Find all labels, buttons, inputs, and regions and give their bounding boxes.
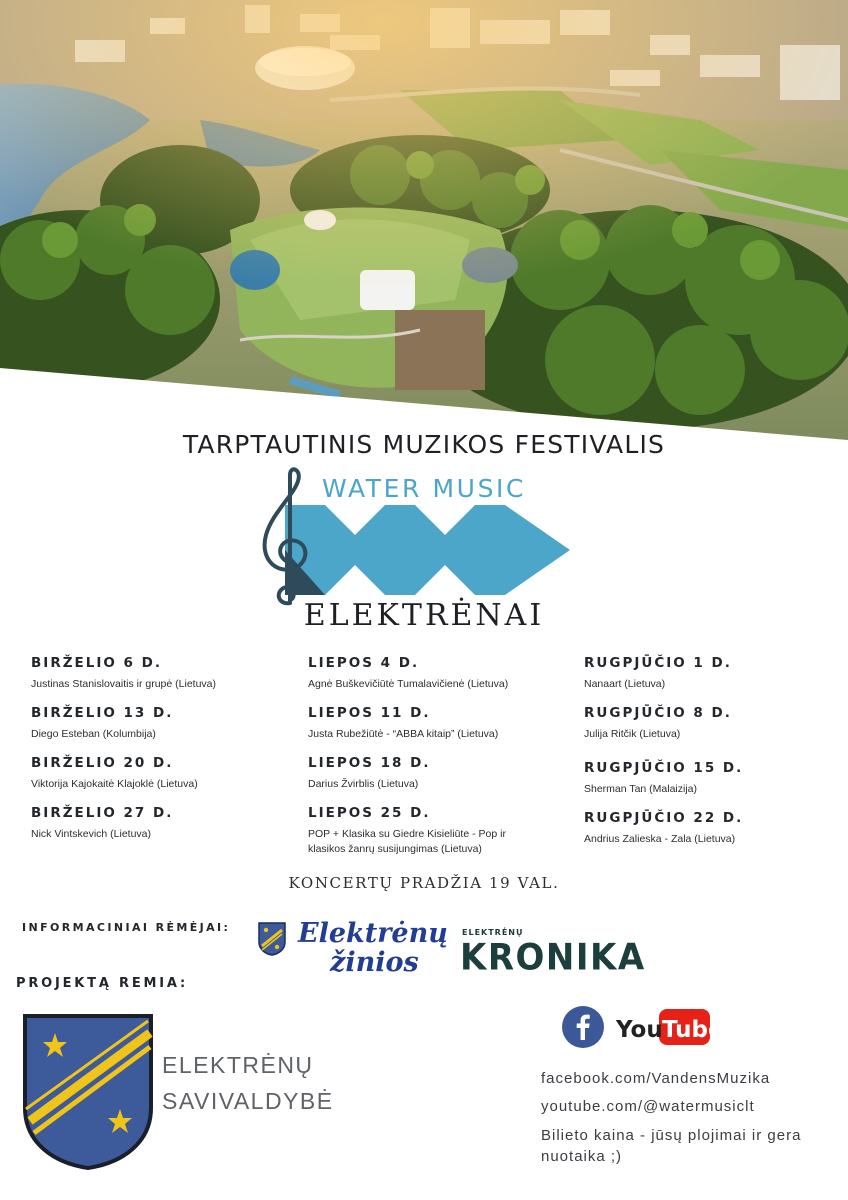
event-july-18 — [308, 755, 430, 792]
event-artist: Diego Esteban (Kolumbija) — [31, 728, 156, 740]
municipality-coat-of-arms-icon — [22, 1013, 154, 1171]
event-july-4 — [308, 655, 508, 692]
municipality-name-line1: ELEKTRĖNŲ — [162, 1052, 314, 1078]
event-artist: Andrius Zalieska - Zala (Lietuva) — [584, 833, 736, 845]
event-artist-line2: klasikos žanrų susijungimas (Lietuva) — [308, 843, 482, 855]
festival-title: TARPTAUTINIS MUZIKOS FESTIVALIS — [182, 430, 666, 459]
event-date: LIEPOS 25 D. — [308, 805, 431, 821]
city-title: ELEKTRĖNAI — [303, 598, 545, 633]
event-june-6 — [31, 655, 216, 692]
elektrenu-zinios-word2: žinios — [330, 947, 419, 978]
youtube-link[interactable]: youtube.com/@watermusiclt — [541, 1098, 755, 1115]
event-date: RUGPJŪČIO 15 D. — [584, 760, 744, 776]
event-date: BIRŽELIO 13 D. — [31, 705, 174, 721]
event-date: RUGPJŪČIO 22 D. — [584, 810, 744, 826]
event-artist: Sherman Tan (Malaizija) — [584, 783, 698, 795]
event-date: LIEPOS 18 D. — [308, 755, 431, 771]
event-june-27 — [31, 805, 173, 842]
event-date: LIEPOS 4 D. — [308, 655, 420, 671]
event-date: BIRŽELIO 6 D. — [31, 655, 162, 671]
info-sponsors-label: INFORMACINIAI RĖMĖJAI: — [22, 921, 231, 934]
event-artist: Viktorija Kajokaitė Klajoklė (Lietuva) — [31, 778, 198, 790]
wave-shape — [285, 505, 570, 595]
project-support-label: PROJEKTĄ REMIA: — [16, 976, 188, 991]
event-artist: Agnė Buškevičiūtė Tumalavičienė (Lietuva) — [308, 678, 509, 690]
youtube-tube-text: Tube — [662, 1017, 724, 1043]
municipality-name — [162, 1047, 334, 1119]
logo-text: WATER MUSIC — [322, 474, 527, 503]
event-june-13 — [31, 705, 173, 742]
event-artist: Justinas Stanislovaitis ir grupė (Lietuva) — [31, 678, 217, 690]
event-date: RUGPJŪČIO 1 D. — [584, 655, 732, 671]
event-artist: Nanaart (Lietuva) — [584, 678, 666, 690]
facebook-link[interactable]: facebook.com/VandensMuzika — [541, 1070, 771, 1087]
kronika-small-text: ELEKTRĖNŲ — [462, 928, 524, 937]
event-artist: Darius Žvirblis (Lietuva) — [308, 778, 419, 790]
event-june-20 — [31, 755, 198, 792]
event-date: LIEPOS 11 D. — [308, 705, 431, 721]
event-july-11 — [308, 705, 498, 742]
event-artist: Justa Rubežiūtė - “ABBA kitaip” (Lietuva) — [308, 728, 499, 740]
ticket-price-text: Bilieto kaina - jūsų plojimai ir gera nuotaika ;) — [541, 1127, 802, 1165]
kronika-big-text: KRONIKA — [460, 936, 646, 980]
event-date: BIRŽELIO 20 D. — [31, 755, 174, 771]
event-august-8 — [584, 705, 732, 742]
event-artist: Nick Vintskevich (Lietuva) — [31, 828, 152, 840]
youtube-icon[interactable] — [615, 1006, 724, 1048]
event-august-22 — [584, 810, 743, 847]
event-july-25 — [308, 805, 506, 857]
event-date: BIRŽELIO 27 D. — [31, 805, 174, 821]
shield-icon — [258, 922, 286, 956]
hero-aerial-photo — [0, 0, 848, 445]
event-date: RUGPJŪČIO 8 D. — [584, 705, 732, 721]
event-artist: POP + Klasika su Giedre Kisieliūte - Pop ir — [308, 828, 506, 840]
municipality-name-line2: SAVIVALDYBĖ — [162, 1088, 334, 1114]
event-artist: Julija Ritčik (Lietuva) — [584, 728, 681, 740]
event-august-15 — [584, 760, 743, 797]
youtube-you-text: You — [616, 1017, 663, 1043]
elektrenu-zinios-word1: Elektrėnų — [298, 918, 448, 949]
facebook-icon[interactable] — [562, 1006, 604, 1048]
event-august-1 — [584, 655, 732, 692]
concert-start-time: KONCERTŲ PRADŽIA 19 VAL. — [288, 874, 560, 892]
